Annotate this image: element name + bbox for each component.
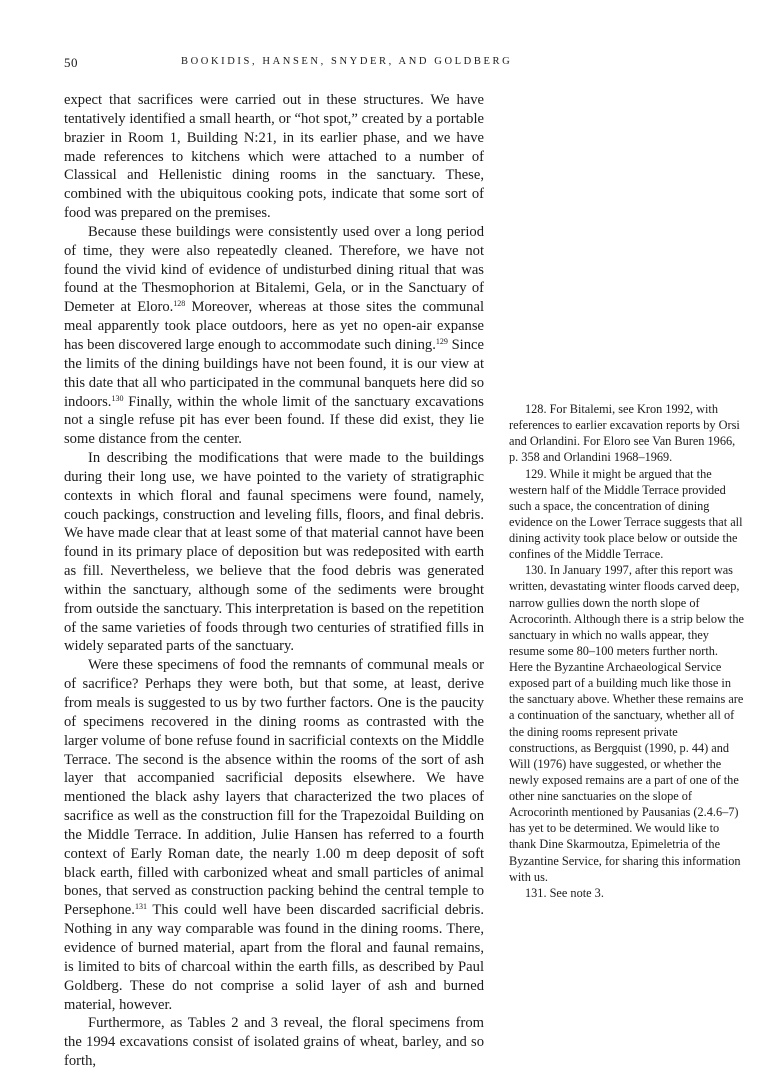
footnotes-column: [509, 401, 744, 901]
paragraph-2-part-c: Since the limits of the dining buildings have not been found, it is our view at this date that all who participated in the communal banquets here did so indoors.: [64, 336, 484, 410]
page-number: 50: [64, 55, 78, 70]
paragraph-4-part-a: Were these specimens of food the remnants of communal meals or of sacrifice? Perhaps they were both, but that some, at least, derive from meals is suggested to us by two further factors. One is the paucity of specimens recovered in the dining rooms as contrasted with the larger volume of bone refuse found in sacrificial contexts on the Middle Terrace. The second is the absence within the rooms of the sort of ash layer that accompanied sacrificial deposits elsewhere. We have mentioned the black ashy layers that characterized the two places of sacrifice as well as the construction fill for the Trapezoidal Building on the Middle Terrace. In addition, Julie Hansen has referred to a fourth context of Early Roman date, the nearly 1.00 m deep deposit of soft black earth, filled with carbonized wheat and small particles of animal bones, that served as construction packing behind the central temple to Persephone.: [64, 657, 484, 919]
paragraph-2-part-a: Because these buildings were consistently used over a long period of time, they were also repeatedly cleaned. Therefore, we have not found the vivid kind of evidence of undisturbed dining ritual that was found at the Thesmophorion at Bitalemi, Gela, or in the Sanctuary of Demeter at Eloro.: [64, 223, 484, 316]
paragraph-4-part-b: This could well have been discarded sacrificial debris. Nothing in any way comparable was found in the dining rooms. There, evidence of burned material, apart from the floral and faunal remains, is limited to bits of charcoal within the earth fills, as described by Paul Goldberg. These do not comprise a solid layer of ash and burned material, however.: [64, 902, 484, 1013]
footnote-128: 128. For Bitalemi, see Kron 1992, with references to earlier excavation reports by Orsi and Orlandini. For Eloro see Van Buren 1966, p. 358 and Orlandini 1968–1969.: [509, 402, 740, 465]
paragraph-4: [64, 656, 484, 1014]
footnote-ref-129[interactable]: 129: [435, 337, 448, 347]
paragraph-2-part-b: Moreover, whereas at those sites the communal meal apparently took place outdoors, here as yet no open-air expanse has been discovered large enough to accommodate such dining.: [64, 299, 484, 353]
running-head: BOOKIDIS, HANSEN, SNYDER, AND GOLDBERG: [181, 56, 513, 67]
footnote-ref-128[interactable]: 128: [173, 299, 186, 309]
footnote-129: 129. While it might be argued that the western half of the Middle Terrace provided such a space, the concentration of dining evidence on the Lower Terrace suggests that all dining activity took place below or outside the confines of the Middle Terrace.: [509, 466, 743, 562]
paragraph-1: expect that sacrifices were carried out in these structures. We have tentatively identified a small hearth, or “hot spot,” created by a portable brazier in Room 1, Building N:21, in its earlier phase, and we have made references to kitchens which were attached to a number of Classical and Hellenistic dining rooms in the sanctuary. These, combined with the ubiquitous cooking pots, indicate that some sort of food was prepared on the premises.: [64, 92, 484, 222]
main-text-column: [64, 91, 484, 1071]
paragraph-2: [64, 223, 484, 449]
footnote-130: 130. In January 1997, after this report was written, devastating winter floods carved deep, narrow gullies down the north slope of Acrocorinth. Although there is a strip below the sanctuary in which no walls appear, they resume some 80–100 meters further north. Here the Byzantine Archaeological Service exposed part of a building much like those in the sanctuary above. Whether these remains are a continuation of the sanctuary, whether all of the dining rooms represent private constructions, as Bergquist (1990, p. 44) and Will (1976) have suggested, or whether the newly exposed remains are a part of one of the other nine sanctuaries on the slope of Acrocorinth mentioned by Pausanias (2.4.6–7) has yet to be determined. We would like to thank Dine Skarmoutza, Epimeletria of the Byzantine Service, for sharing this information with us.: [509, 563, 744, 884]
paragraph-5: Furthermore, as Tables 2 and 3 reveal, the floral specimens from the 1994 excavations consist of isolated grains of wheat, barley, and so forth,: [64, 1015, 484, 1070]
footnote-ref-130[interactable]: 130: [111, 393, 124, 403]
footnote-131: 131. See note 3.: [525, 885, 604, 900]
paragraph-3: In describing the modifications that were made to the buildings during their long use, we have pointed to the variety of stratigraphic contexts in which floral and faunal specimens were found, namely, couch packings, construction and leveling fills, floors, and final debris. We have made clear that at least some of that material cannot have been found in its primary place of deposition but was redeposited with earth as fill. Nevertheless, we believe that the food debris was generated within the sanctuary, although some of the sediments were brought from outside the sanctuary. This interpretation is based on the repetition of the same varieties of foods through two centuries of stratified fills in widely separated parts of the sanctuary.: [64, 450, 484, 655]
footnote-ref-131[interactable]: 131: [134, 902, 147, 912]
paragraph-2-part-d: Finally, within the whole limit of the sanctuary excavations not a single refuse pit has ever been found. If these did exist, they lie some distance from the center.: [64, 393, 484, 448]
